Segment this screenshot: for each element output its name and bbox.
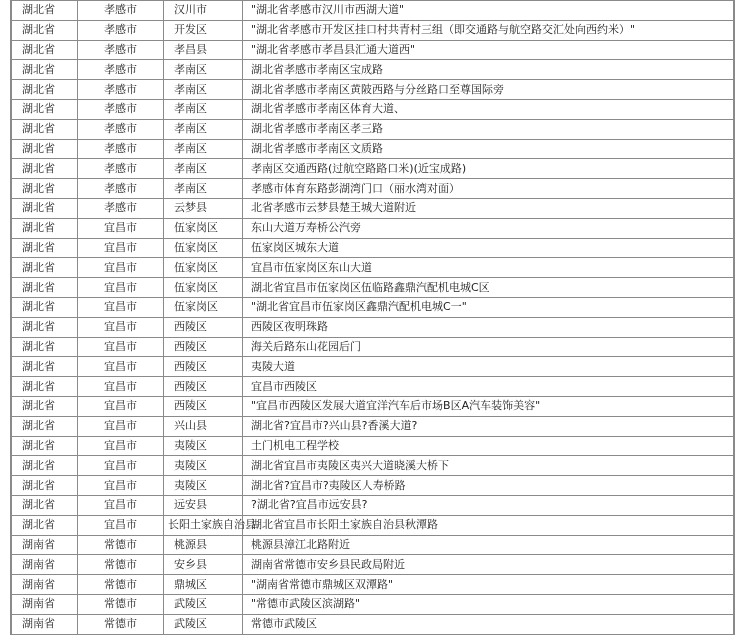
cell-address[interactable]: 湖北省孝感市孝南区宝成路 xyxy=(243,60,734,80)
cell-city[interactable]: 孝感市 xyxy=(78,198,164,218)
cell-address[interactable]: 湖北省宜昌市长阳土家族自治县秋潭路 xyxy=(243,515,734,535)
table-row xyxy=(12,20,734,40)
cell-province[interactable]: 湖北省 xyxy=(12,60,78,80)
table-row xyxy=(12,337,734,357)
cell-district[interactable]: 西陵区 xyxy=(164,396,243,416)
cell-city[interactable]: 孝感市 xyxy=(78,99,164,119)
cell-district[interactable]: 桃源县 xyxy=(164,535,243,555)
cell-province[interactable]: 湖北省 xyxy=(12,1,78,21)
cell-province[interactable]: 湖北省 xyxy=(12,476,78,496)
cell-district[interactable]: 孝南区 xyxy=(164,80,243,100)
cell-district[interactable]: 鼎城区 xyxy=(164,575,243,595)
cell-province[interactable]: 湖北省 xyxy=(12,515,78,535)
cell-district[interactable]: 长阳土家族自治县 xyxy=(164,515,243,535)
cell-district[interactable]: 夷陵区 xyxy=(164,456,243,476)
cell-address[interactable]: 湖北省孝感市孝南区黄陂西路与分丝路口至尊国际旁 xyxy=(243,80,734,100)
cell-address[interactable]: "湖南省常德市鼎城区双潭路" xyxy=(243,575,734,595)
cell-city[interactable]: 宜昌市 xyxy=(78,377,164,397)
cell-address[interactable]: "湖北省孝感市开发区挂口村共青村三组（即交通路与航空路交汇处向西约米）" xyxy=(243,20,734,40)
cell-city[interactable]: 宜昌市 xyxy=(78,337,164,357)
cell-district[interactable]: 伍家岗区 xyxy=(164,258,243,278)
cell-district[interactable]: 兴山县 xyxy=(164,416,243,436)
cell-city[interactable]: 孝感市 xyxy=(78,40,164,60)
cell-address[interactable]: 宜昌市西陵区 xyxy=(243,377,734,397)
cell-province[interactable]: 湖南省 xyxy=(12,555,78,575)
cell-address[interactable]: 东山大道万寿桥公汽旁 xyxy=(243,218,734,238)
table-row xyxy=(12,218,734,238)
cell-district[interactable]: 开发区 xyxy=(164,20,243,40)
cell-province[interactable]: 湖北省 xyxy=(12,456,78,476)
cell-province[interactable]: 湖北省 xyxy=(12,396,78,416)
cell-district[interactable]: 孝南区 xyxy=(164,99,243,119)
table-row xyxy=(12,515,734,535)
cell-address[interactable]: 湖北省?宜昌市?夷陵区人寿桥路 xyxy=(243,476,734,496)
table-row xyxy=(12,238,734,258)
cell-district[interactable]: 伍家岗区 xyxy=(164,297,243,317)
cell-district[interactable]: 西陵区 xyxy=(164,377,243,397)
cell-province[interactable]: 湖北省 xyxy=(12,278,78,298)
cell-district[interactable]: 西陵区 xyxy=(164,357,243,377)
cell-district[interactable]: 孝南区 xyxy=(164,60,243,80)
cell-city[interactable]: 孝感市 xyxy=(78,179,164,199)
cell-city[interactable]: 宜昌市 xyxy=(78,218,164,238)
table-row xyxy=(12,495,734,515)
cell-city[interactable]: 宜昌市 xyxy=(78,436,164,456)
cell-province[interactable]: 湖北省 xyxy=(12,377,78,397)
cell-district[interactable]: 武陵区 xyxy=(164,594,243,614)
cell-province[interactable]: 湖北省 xyxy=(12,179,78,199)
cell-city[interactable]: 宜昌市 xyxy=(78,416,164,436)
cell-address[interactable]: "湖北省孝感市孝昌县汇通大道西" xyxy=(243,40,734,60)
cell-address[interactable]: 湖南省常德市安乡县民政局附近 xyxy=(243,555,734,575)
table-row xyxy=(12,317,734,337)
cell-address[interactable]: 夷陵大道 xyxy=(243,357,734,377)
cell-district[interactable]: 夷陵区 xyxy=(164,436,243,456)
cell-province[interactable]: 湖北省 xyxy=(12,198,78,218)
table-row xyxy=(12,60,734,80)
cell-address[interactable]: 湖北省孝感市孝南区孝三路 xyxy=(243,119,734,139)
cell-address[interactable]: 西陵区夜明珠路 xyxy=(243,317,734,337)
cell-address[interactable]: 湖北省?宜昌市?兴山县?香溪大道? xyxy=(243,416,734,436)
table-row xyxy=(12,377,734,397)
cell-district[interactable]: 孝南区 xyxy=(164,139,243,159)
cell-address[interactable]: 湖北省宜昌市夷陵区夷兴大道晓溪大桥下 xyxy=(243,456,734,476)
cell-city[interactable]: 宜昌市 xyxy=(78,297,164,317)
table-row xyxy=(12,535,734,555)
address-table xyxy=(11,0,734,635)
table-row xyxy=(12,357,734,377)
cell-province[interactable]: 湖北省 xyxy=(12,357,78,377)
cell-city[interactable]: 孝感市 xyxy=(78,80,164,100)
table-row xyxy=(12,278,734,298)
table-row xyxy=(12,40,734,60)
cell-province[interactable]: 湖北省 xyxy=(12,436,78,456)
cell-address[interactable]: "湖北省宜昌市伍家岗区鑫鼎汽配机电城C一" xyxy=(243,297,734,317)
table-row xyxy=(12,614,734,634)
cell-province[interactable]: 湖南省 xyxy=(12,575,78,595)
cell-district[interactable]: 远安县 xyxy=(164,495,243,515)
cell-province[interactable]: 湖北省 xyxy=(12,139,78,159)
cell-city[interactable]: 常德市 xyxy=(78,614,164,634)
cell-city[interactable]: 孝感市 xyxy=(78,159,164,179)
table-row xyxy=(12,80,734,100)
table-row xyxy=(12,159,734,179)
cell-city[interactable]: 孝感市 xyxy=(78,139,164,159)
cell-district[interactable]: 安乡县 xyxy=(164,555,243,575)
cell-province[interactable]: 湖北省 xyxy=(12,40,78,60)
cell-province[interactable]: 湖北省 xyxy=(12,159,78,179)
cell-city[interactable]: 宜昌市 xyxy=(78,317,164,337)
cell-province[interactable]: 湖北省 xyxy=(12,99,78,119)
table-row xyxy=(12,594,734,614)
cell-city[interactable]: 宜昌市 xyxy=(78,456,164,476)
cell-district[interactable]: 夷陵区 xyxy=(164,476,243,496)
cell-address[interactable]: ?湖北省?宜昌市远安县? xyxy=(243,495,734,515)
cell-address[interactable]: "宜昌市西陵区发展大道宜洋汽车后市场B区A汽车装饰美容" xyxy=(243,396,734,416)
cell-city[interactable]: 宜昌市 xyxy=(78,495,164,515)
cell-province[interactable]: 湖南省 xyxy=(12,535,78,555)
cell-province[interactable]: 湖北省 xyxy=(12,20,78,40)
cell-city[interactable]: 常德市 xyxy=(78,555,164,575)
table-row xyxy=(12,456,734,476)
table-row xyxy=(12,575,734,595)
cell-district[interactable]: 西陵区 xyxy=(164,317,243,337)
table-row xyxy=(12,119,734,139)
table-row xyxy=(12,198,734,218)
table-row xyxy=(12,99,734,119)
cell-province[interactable]: 湖北省 xyxy=(12,297,78,317)
cell-city[interactable]: 孝感市 xyxy=(78,119,164,139)
cell-district[interactable]: 云梦县 xyxy=(164,198,243,218)
cell-city[interactable]: 常德市 xyxy=(78,535,164,555)
cell-city[interactable]: 宜昌市 xyxy=(78,278,164,298)
cell-province[interactable]: 湖南省 xyxy=(12,594,78,614)
cell-district[interactable]: 汉川市 xyxy=(164,1,243,21)
cell-address[interactable]: 湖北省宜昌市伍家岗区伍临路鑫鼎汽配机电城C区 xyxy=(243,278,734,298)
cell-city[interactable]: 孝感市 xyxy=(78,20,164,40)
cell-district[interactable]: 伍家岗区 xyxy=(164,278,243,298)
cell-address[interactable]: 孝南区交通西路(过航空路路口米)(近宝成路) xyxy=(243,159,734,179)
table-row xyxy=(12,258,734,278)
cell-district[interactable]: 孝南区 xyxy=(164,159,243,179)
cell-address[interactable]: 北省孝感市云梦县楚王城大道附近 xyxy=(243,198,734,218)
cell-city[interactable]: 常德市 xyxy=(78,575,164,595)
table-row xyxy=(12,555,734,575)
cell-city[interactable]: 宜昌市 xyxy=(78,476,164,496)
cell-address[interactable]: "湖北省孝感市汉川市西湖大道" xyxy=(243,1,734,21)
cell-province[interactable]: 湖北省 xyxy=(12,258,78,278)
cell-province[interactable]: 湖北省 xyxy=(12,218,78,238)
cell-district[interactable]: 孝昌县 xyxy=(164,40,243,60)
cell-address[interactable]: 宜昌市伍家岗区东山大道 xyxy=(243,258,734,278)
cell-city[interactable]: 孝感市 xyxy=(78,1,164,21)
table-row xyxy=(12,396,734,416)
cell-city[interactable]: 宜昌市 xyxy=(78,357,164,377)
cell-province[interactable]: 湖北省 xyxy=(12,416,78,436)
cell-province[interactable]: 湖北省 xyxy=(12,317,78,337)
cell-city[interactable]: 宜昌市 xyxy=(78,238,164,258)
cell-district[interactable]: 西陵区 xyxy=(164,337,243,357)
table-row xyxy=(12,436,734,456)
cell-district[interactable]: 伍家岗区 xyxy=(164,238,243,258)
cell-city[interactable]: 常德市 xyxy=(78,594,164,614)
table-row xyxy=(12,1,734,21)
table-row xyxy=(12,179,734,199)
table-row xyxy=(12,416,734,436)
cell-address[interactable]: 湖北省孝感市孝南区文质路 xyxy=(243,139,734,159)
cell-province[interactable]: 湖南省 xyxy=(12,614,78,634)
cell-district[interactable]: 孝南区 xyxy=(164,119,243,139)
cell-province[interactable]: 湖北省 xyxy=(12,238,78,258)
cell-province[interactable]: 湖北省 xyxy=(12,495,78,515)
cell-district[interactable]: 武陵区 xyxy=(164,614,243,634)
cell-address[interactable]: 湖北省孝感市孝南区体育大道、 xyxy=(243,99,734,119)
cell-province[interactable]: 湖北省 xyxy=(12,119,78,139)
cell-district[interactable]: 伍家岗区 xyxy=(164,218,243,238)
cell-province[interactable]: 湖北省 xyxy=(12,80,78,100)
cell-address[interactable]: 伍家岗区城东大道 xyxy=(243,238,734,258)
cell-address[interactable]: 土门机电工程学校 xyxy=(243,436,734,456)
cell-district[interactable]: 孝南区 xyxy=(164,179,243,199)
table-row xyxy=(12,139,734,159)
cell-city[interactable]: 宜昌市 xyxy=(78,258,164,278)
cell-city[interactable]: 孝感市 xyxy=(78,60,164,80)
cell-city[interactable]: 宜昌市 xyxy=(78,396,164,416)
cell-address[interactable]: 常德市武陵区 xyxy=(243,614,734,634)
cell-address[interactable]: 桃源县漳江北路附近 xyxy=(243,535,734,555)
table-body xyxy=(12,1,734,635)
cell-address[interactable]: 海关后路东山花园后门 xyxy=(243,337,734,357)
spreadsheet-table-container xyxy=(10,0,735,635)
table-row xyxy=(12,297,734,317)
cell-address[interactable]: 孝感市体育东路彭湖湾门口（丽水湾对面） xyxy=(243,179,734,199)
table-row xyxy=(12,476,734,496)
cell-address[interactable]: "常德市武陵区滨湖路" xyxy=(243,594,734,614)
cell-province[interactable]: 湖北省 xyxy=(12,337,78,357)
cell-city[interactable]: 宜昌市 xyxy=(78,515,164,535)
